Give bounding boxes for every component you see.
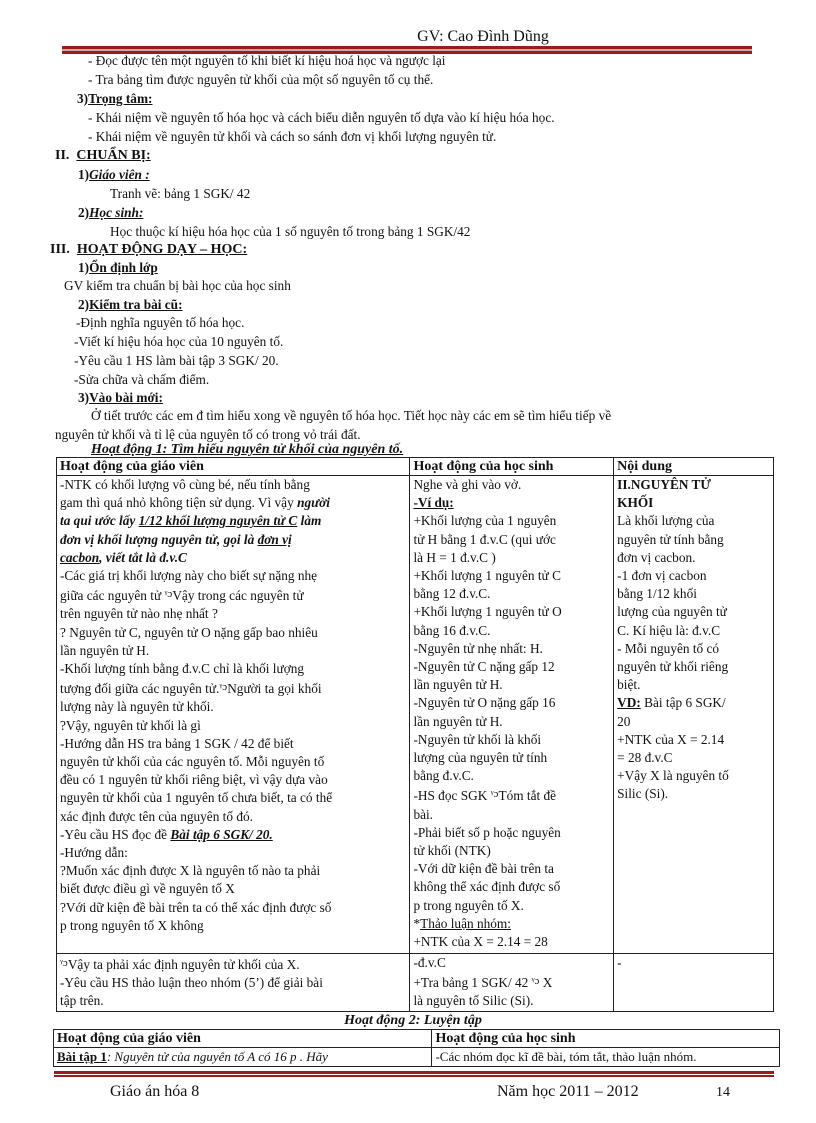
text-line: nguyên tử khối của các nguyên tố. Mỗi nguyên tố: [60, 754, 325, 770]
text-line: +Vậy X là nguyên tố: [617, 768, 729, 784]
text-line: đơn vị cacbon.: [617, 549, 696, 565]
text-line: -Khối lượng tính bằng đ.v.C chỉ là khối lượng: [60, 661, 305, 677]
activity-2-title: Hoạt động 2: Luyện tập: [344, 1013, 482, 1028]
example-label: VD:: [617, 695, 641, 711]
step-2-line: -Yêu cầu 1 HS làm bài tập 3 SGK/ 20.: [74, 353, 279, 368]
text-line: biết được điều gì về nguyên tố X: [60, 881, 235, 897]
focus-number: 3): [77, 91, 89, 106]
header-student: Hoạt động của học sinh: [432, 1030, 780, 1048]
text-line: -NTK có khối lượng vô cùng bé, nếu tính bằng: [60, 477, 310, 492]
arrow-icon: ᵞɔ: [60, 957, 68, 969]
teacher-activity-cell: [54, 1048, 432, 1067]
teacher-prep-label: Giáo viên :: [89, 167, 150, 182]
arrow-icon: ᵞɔ: [164, 588, 173, 601]
text-line: [617, 694, 770, 712]
footer-rule-bottom: [54, 1075, 774, 1077]
step-1-heading: [78, 258, 158, 277]
text-run: Người ta gọi khối: [227, 681, 322, 697]
text-line: lần nguyên tử H.: [413, 713, 503, 729]
text-line: - Mỗi nguyên tố có: [617, 640, 720, 656]
text-line: biệt.: [617, 677, 641, 693]
text-run: ta qui ước lấy: [60, 513, 139, 529]
text-line: -Nguyên tử nhẹ nhất: H.: [413, 640, 543, 656]
text-line: ? Nguyên tử C, nguyên tử O nặng gấp bao nhiêu: [60, 624, 318, 640]
text-line: C. Kí hiệu là: đ.v.C: [617, 622, 721, 638]
emphasis-text: cacbon: [60, 549, 100, 565]
text-line: Là khối lượng của: [617, 513, 715, 529]
table-row: [57, 954, 774, 1012]
step-3-line: nguyên tử khối và tỉ lệ của nguyên tố có trong vỏ trái đất.: [55, 427, 361, 442]
text-line: -Phải biết số p hoặc nguyên: [413, 824, 561, 840]
content-heading: II.NGUYÊN TỬ: [617, 477, 711, 492]
text-line: đều có 1 nguyên tử khối riêng biệt, vì vậy dựa vào: [60, 772, 328, 788]
text-line: [60, 826, 406, 844]
activity-1-title: Hoạt động 1: Tìm hiểu nguyên tử khối của nguyên tố.: [91, 442, 404, 457]
text-line: lượng của nguyên tử tính: [413, 750, 548, 766]
table-header-row: [54, 1030, 780, 1048]
footer-rule-top: [54, 1071, 774, 1074]
focus-line: - Khái niệm về nguyên tử khối và cách so sánh đơn vị khối lượng nguyên tử.: [88, 129, 497, 144]
section-2-title: CHUẨN BỊ:: [76, 148, 151, 163]
content-heading: KHỐI: [617, 495, 654, 511]
teacher-activity-cell: [57, 954, 410, 1012]
step-2-label: Kiểm tra bài cũ:: [89, 297, 183, 312]
text-line: -: [617, 955, 622, 970]
text-run: +Tra bảng 1 SGK/ 42: [413, 975, 532, 991]
text-run: Vậy trong các nguyên tử: [172, 588, 304, 604]
text-line: xác định được tên của nguyên tố đó.: [60, 808, 253, 824]
text-line: bằng 1/12 khối: [617, 586, 697, 602]
text-line: nguyên tử tính bằng: [617, 531, 724, 547]
content-cell: [614, 954, 774, 1012]
header-teacher: Hoạt động của giáo viên: [54, 1030, 432, 1048]
exercise-text: : Nguyên tử của nguyên tố A có 16 p . Hãy: [106, 1049, 328, 1064]
text-run: X: [539, 975, 553, 991]
text-line: là H = 1 đ.v.C ): [413, 549, 496, 565]
text-line: ?Vậy, nguyên tử khối là gì: [60, 717, 201, 733]
activity-1-table: [56, 457, 774, 1012]
section-3-number: III.: [50, 242, 70, 257]
text-line: nguyên tử khối của 1 nguyên tố chưa biết, ta có thể: [60, 790, 333, 806]
text-line: ?Với dữ kiện đề bài trên ta có thể xác định được số: [60, 899, 332, 915]
text-line: +Khối lượng 1 nguyên tử O: [413, 604, 562, 620]
text-run: -Yêu cầu HS đọc đề: [60, 826, 171, 842]
exercise-reference: Bài tập 6 SGK/ 20.: [170, 826, 273, 842]
text-line: bằng đ.v.C.: [413, 768, 474, 784]
footer-school-year: Năm học 2011 – 2012: [497, 1083, 639, 1100]
text-line: lượng của nguyên tử: [617, 604, 727, 620]
text-run: , viết tắt là đ.v.C: [99, 549, 187, 565]
text-line: tử H bằng 1 đ.v.C (qui ước: [413, 531, 556, 547]
step-3-heading: [78, 388, 163, 407]
text-line: [413, 972, 610, 992]
text-line: -Hướng dẫn:: [60, 845, 128, 861]
teacher-prep-number: 1): [78, 167, 90, 182]
step-3-label: Vào bài mới:: [89, 390, 163, 405]
text-line: [60, 585, 406, 605]
text-run: *: [413, 915, 421, 931]
text-line: -Các giá trị khối lượng này cho biết sự nặng nhẹ: [60, 568, 318, 584]
student-prep-label: Học sinh:: [89, 205, 144, 220]
text-line: lần nguyên tử H.: [60, 642, 150, 658]
section-3-heading: [50, 240, 247, 259]
text-line: p trong nguyên tố X không: [60, 917, 204, 933]
example-label: -Ví dụ:: [413, 495, 454, 511]
text-run: Tóm tắt đề: [498, 788, 557, 804]
focus-heading: [77, 89, 152, 108]
text-run: đơn vị khối lượng nguyên tử, gọi là: [60, 531, 258, 547]
teacher-prep-text: Tranh vẽ: bảng 1 SGK/ 42: [110, 186, 251, 201]
text-line: -Với dữ kiện đề bài trên ta: [413, 861, 554, 877]
text-line: Silic (Si).: [617, 786, 669, 802]
header-content: Nội dung: [614, 458, 774, 476]
text-line: không thể xác định được số: [413, 879, 561, 895]
arrow-icon: ᵞɔ: [219, 681, 228, 694]
student-prep-number: 2): [78, 205, 90, 220]
text-line: -Nguyên tử khối là khối: [413, 731, 542, 747]
arrow-icon: ᵞɔ: [490, 788, 499, 801]
step-2-line: -Định nghĩa nguyên tố hóa học.: [76, 315, 245, 330]
step-2-line: -Viết kí hiệu hóa học của 10 nguyên tố.: [74, 334, 284, 349]
table-row: [54, 1048, 780, 1067]
step-1-label: Ổn định lớp: [89, 260, 158, 275]
text-run: giữa các nguyên tử: [60, 588, 165, 604]
text-line: = 28 đ.v.C: [617, 750, 673, 766]
text-line: +Khối lượng 1 nguyên tử C: [413, 568, 561, 584]
step-3-line: Ở tiết trước các em đ tìm hiểu xong về nguyên tố hóa học. Tiết học này các em sẽ tìm hiểu tiếp về: [91, 408, 612, 423]
emphasis-text: đơn vị: [257, 531, 292, 547]
header-teacher-name: GV: Cao Đình Dũng: [417, 28, 549, 45]
text-run: tượng đối giữa các nguyên tử.: [60, 681, 220, 697]
page-number: 14: [716, 1085, 730, 1100]
text-line: [60, 494, 406, 512]
step-1-number: 1): [78, 260, 90, 275]
table-header-row: [57, 458, 774, 476]
text-run: Vậy ta phải xác định nguyên tử khối của X.: [67, 957, 300, 972]
text-line: [60, 549, 406, 567]
text-line: p trong nguyên tố X.: [413, 897, 524, 913]
text-line: [413, 915, 610, 933]
text-run: làm: [297, 513, 322, 529]
step-2-heading: [78, 295, 183, 314]
footer-subject: Giáo án hóa 8: [110, 1083, 200, 1100]
text-line: tử khối (NTK): [413, 843, 491, 859]
text-line: lượng này là nguyên tử khối.: [60, 699, 214, 715]
text-line: lần nguyên tử H.: [413, 677, 503, 693]
intro-line: - Đọc được tên một nguyên tố khi biết kí hiệu hoá học và ngược lại: [88, 53, 446, 68]
focus-line: - Khái niệm về nguyên tố hóa học và cách biểu diễn nguyên tố dựa vào kí hiệu hóa học.: [88, 110, 555, 125]
text-line: [60, 954, 406, 974]
text-line: -1 đơn vị cacbon: [617, 568, 707, 584]
step-2-number: 2): [78, 297, 90, 312]
text-line: ?Muốn xác định được X là nguyên tố nào ta phải: [60, 863, 321, 879]
content-cell: [614, 476, 774, 954]
student-activity-cell: [410, 954, 614, 1012]
section-2-number: II.: [55, 148, 70, 163]
discussion-label: Thảo luận nhóm:: [420, 915, 511, 931]
step-1-text: GV kiểm tra chuẩn bị bài học của học sinh: [64, 278, 291, 293]
student-activity-cell: -Các nhóm đọc kĩ đề bài, tóm tắt, thảo luận nhóm.: [432, 1048, 780, 1067]
teacher-activity-cell: [57, 476, 410, 954]
student-activity-cell: [410, 476, 614, 954]
text-line: Nghe và ghi vào vở.: [413, 477, 522, 492]
exercise-label: Bài tập 1: [57, 1049, 107, 1064]
text-line: [60, 531, 406, 549]
text-line: nguyên tử khối riêng: [617, 659, 729, 675]
activity-2-table: [53, 1029, 780, 1067]
text-line: bằng 12 đ.v.C.: [413, 586, 491, 602]
text-line: +Khối lượng của 1 nguyên: [413, 513, 557, 529]
text-line: -Nguyên tử O nặng gấp 16: [413, 695, 556, 711]
text-line: -Hướng dẫn HS tra bảng 1 SGK / 42 để biết: [60, 735, 294, 751]
teacher-prep-heading: [78, 165, 150, 184]
text-line: [60, 678, 406, 698]
text-line: [413, 785, 610, 805]
arrow-icon: ᵞɔ: [531, 975, 540, 988]
student-prep-heading: [78, 203, 143, 222]
header-teacher: Hoạt động của giáo viên: [57, 458, 410, 476]
text-line: [60, 512, 406, 530]
student-prep-text: Học thuộc kí hiệu hóa học của 1 số nguyên tố trong bảng 1 SGK/42: [110, 224, 471, 239]
intro-line: - Tra bảng tìm được nguyên tử khối của một số nguyên tố cụ thể.: [88, 72, 434, 87]
text-line: -đ.v.C: [413, 955, 446, 970]
text-line: bằng 16 đ.v.C.: [413, 622, 491, 638]
step-2-line: -Sửa chữa và chấm điểm.: [74, 372, 210, 387]
text-line: trên nguyên tử nào nhẹ nhất ?: [60, 606, 218, 622]
text-line: -Nguyên tử C nặng gấp 12: [413, 659, 555, 675]
text-line: bài.: [413, 806, 434, 822]
focus-label: Trọng tâm:: [88, 91, 153, 106]
text-line: -Yêu cầu HS thảo luận theo nhóm (5’) để giải bài: [60, 975, 323, 991]
table-row: [57, 476, 774, 954]
section-3-title: HOẠT ĐỘNG DẠY – HỌC:: [76, 242, 248, 257]
text-run: gam thì quá nhỏ không tiện sử dụng. Vì vậy: [60, 495, 298, 511]
step-3-number: 3): [78, 390, 90, 405]
text-run: Bài tập 6 SGK/: [640, 695, 726, 711]
section-2-heading: [55, 146, 151, 165]
text-line: +NTK của X = 2.14 = 28: [413, 934, 548, 950]
emphasis-text: người: [297, 495, 330, 511]
header-student: Hoạt động của học sinh: [410, 458, 614, 476]
text-line: 20: [617, 713, 631, 729]
emphasis-text: 1/12 khối lượng nguyên tử C: [138, 513, 298, 529]
text-run: -HS đọc SGK: [413, 788, 491, 804]
text-line: +NTK của X = 2.14: [617, 731, 725, 747]
text-line: là nguyên tố Silic (Si).: [413, 993, 534, 1009]
text-line: tập trên.: [60, 993, 104, 1009]
